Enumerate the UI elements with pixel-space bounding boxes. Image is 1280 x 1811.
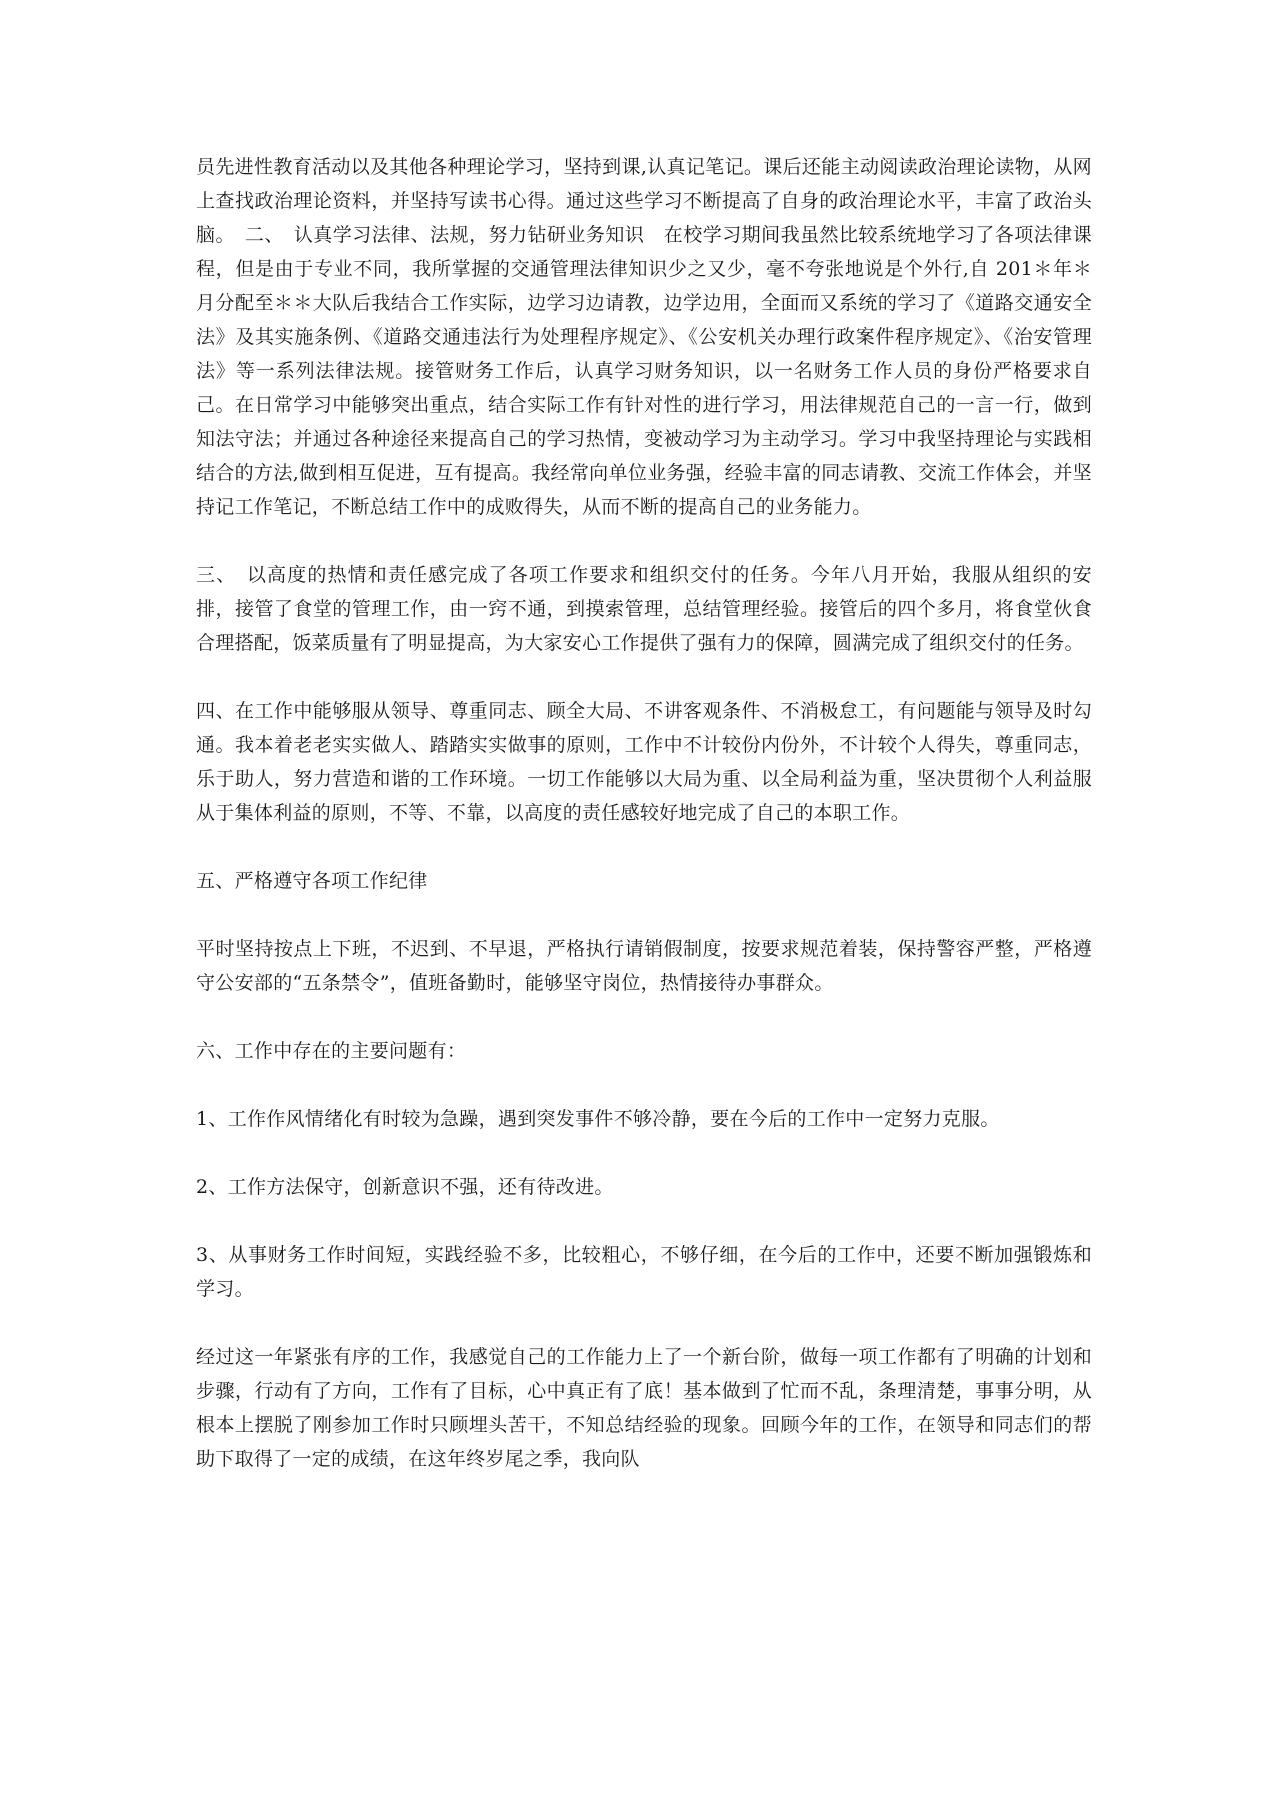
paragraph-discipline-detail: 平时坚持按点上下班，不迟到、不早退，严格执行请销假制度，按要求规范着装，保持警容严整，严格遵守公安部的“五条禁令”，值班备勤时，能够坚守岗位，热情接待办事群众。 [196, 938, 1092, 994]
list-item-problem-2: 2、工作方法保守，创新意识不强，还有待改进。 [196, 1176, 614, 1198]
paragraph-obey-leadership: 四、在工作中能够服从领导、尊重同志、顾全大局、不讲客观条件、不消极怠工，有问题能与领导及时勾通。我本着老老实实做人、踏踏实实做事的原则，工作中不计较份内份外，不计较个人得失，尊重同志，乐于助人，努力营造和谐的工作环境。一切工作能够以大局为重、以全局利益为重，坚决贯彻个人利益服从于集体利益的原则，不等、不靠，以高度的责任感较好地完成了自己的本职工作。 [196, 700, 1092, 824]
list-item-problem-1: 1、工作作风情绪化有时较为急躁，遇到突发事件不够冷静，要在今后的工作中一定努力克服。 [196, 1108, 1000, 1130]
list-item-problem-3: 3、从事财务工作时间短，实践经验不多，比较粗心，不够仔细，在今后的工作中，还要不断加强锻炼和学习。 [196, 1244, 1092, 1300]
paragraph-conclusion: 经过这一年紧张有序的工作，我感觉自己的工作能力上了一个新台阶，做每一项工作都有了明确的计划和步骤，行动有了方向，工作有了目标，心中真正有了底！基本做到了忙而不乱，条理清楚，事事分明，从根本上摆脱了刚参加工作时只顾埋头苦干，不知总结经验的现象。回顾今年的工作，在领导和同志们的帮助下取得了一定的成绩，在这年终岁尾之季，我向队 [196, 1346, 1092, 1470]
document-body [196, 150, 1092, 1510]
heading-work-discipline: 五、严格遵守各项工作纪律 [196, 870, 428, 892]
paragraph-canteen-management: 三、 以高度的热情和责任感完成了各项工作要求和组织交付的任务。今年八月开始，我服从组织的安排，接管了食堂的管理工作，由一窍不通，到摸索管理，总结管理经验。接管后的四个多月，将食堂伙食合理搭配，饭菜质量有了明显提高，为大家安心工作提供了强有力的保障，圆满完成了组织交付的任务。 [196, 564, 1092, 654]
paragraph-study-law: 员先进性教育活动以及其他各种理论学习，坚持到课,认真记笔记。课后还能主动阅读政治理论读物，从网上查找政治理论资料，并坚持写读书心得。通过这些学习不断提高了自身的政治理论水平，丰富了政治头脑。 二、 认真学习法律、法规，努力钻研业务知识 在校学习期间我虽然比较系统地学习了各项法律课程，但是由于专业不同，我所掌握的交通管理法律知识少之又少，毫不夸张地说是个外行,自 201＊年＊月分配至＊＊大队后我结合工作实际，边学习边请教，边学边用，全面而又系统的学习了《道路交通安全法》及其实施条例、《道路交通违法行为处理程序规定》、《公安机关办理行政案件程序规定》、《治安管理法》等一系列法律法规。接管财务工作后，认真学习财务知识，以一名财务工作人员的身份严格要求自己。在日常学习中能够突出重点，结合实际工作有针对性的进行学习，用法律规范自己的一言一行，做到知法守法；并通过各种途径来提高自己的学习热情，变被动学习为主动学习。学习中我坚持理论与实践相结合的方法,做到相互促进，互有提高。我经常向单位业务强，经验丰富的同志请教、交流工作体会，并坚持记工作笔记，不断总结工作中的成败得失，从而不断的提高自己的业务能力。 [196, 156, 1092, 518]
heading-main-problems: 六、工作中存在的主要问题有： [196, 1040, 467, 1062]
